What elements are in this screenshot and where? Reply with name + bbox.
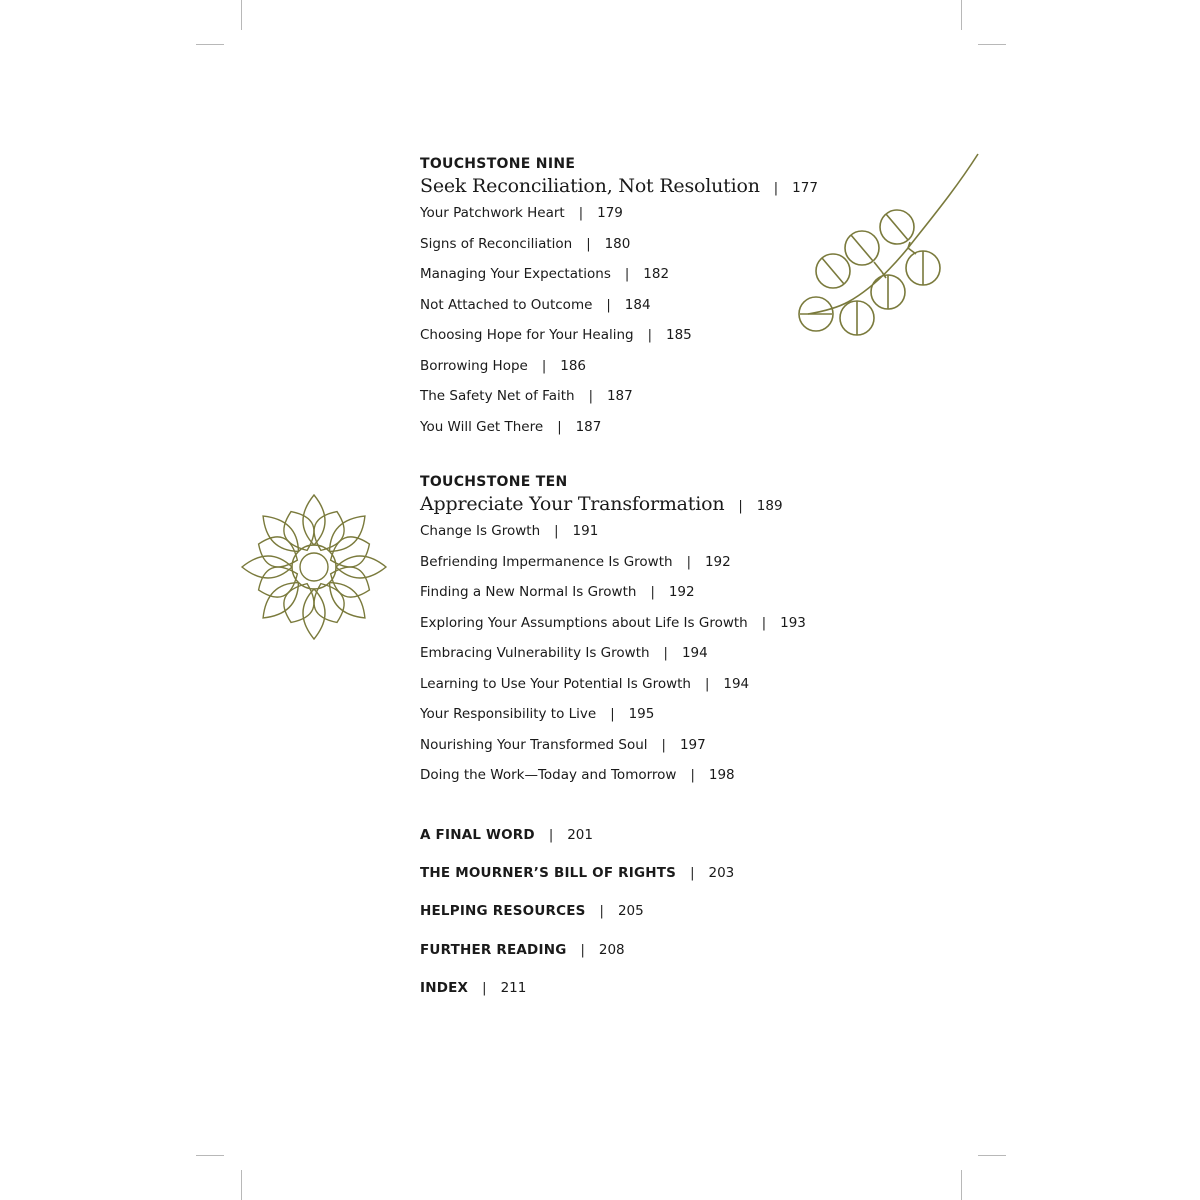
back-matter-entry[interactable] xyxy=(420,903,734,941)
separator: | xyxy=(686,554,691,570)
crop-mark-top-left xyxy=(241,0,242,30)
section-eyebrow: TOUCHSTONE TEN xyxy=(420,474,568,490)
entry-label: You Will Get There xyxy=(420,418,544,435)
separator: | xyxy=(578,206,584,221)
separator: | xyxy=(557,419,562,435)
separator: | xyxy=(606,297,611,313)
separator: | xyxy=(690,866,695,882)
separator: | xyxy=(704,676,710,692)
entry-label: Change Is Growth xyxy=(420,523,541,539)
page-number: 193 xyxy=(780,614,806,631)
separator: | xyxy=(647,328,652,343)
toc-entry[interactable] xyxy=(420,645,806,676)
section-eyebrow: TOUCHSTONE NINE xyxy=(420,156,576,172)
page-number: 194 xyxy=(681,645,708,661)
entry-label: Learning to Use Your Potential Is Growth xyxy=(420,675,691,692)
entry-label: Managing Your Expectations xyxy=(420,266,611,282)
toc-entry[interactable] xyxy=(420,205,818,236)
page-number: 186 xyxy=(560,357,587,374)
back-matter-section xyxy=(420,827,734,1018)
page-number: 185 xyxy=(666,327,692,343)
page-number: 189 xyxy=(756,498,783,514)
crop-mark-left-top xyxy=(196,44,224,45)
page-number: 205 xyxy=(617,903,644,920)
separator: | xyxy=(661,737,666,753)
entry-label: Finding a New Normal Is Growth xyxy=(420,584,637,600)
toc-entry[interactable] xyxy=(420,266,818,297)
page-number: 177 xyxy=(792,180,818,196)
separator: | xyxy=(650,585,655,600)
entry-label: Borrowing Hope xyxy=(420,357,528,374)
separator: | xyxy=(663,646,668,661)
entry-label: INDEX xyxy=(420,979,469,996)
toc-entry[interactable] xyxy=(420,676,806,707)
page-number: 195 xyxy=(628,706,655,722)
separator: | xyxy=(588,389,593,404)
chapter-title[interactable]: Appreciate Your Transformation xyxy=(420,493,725,515)
chapter-title-row[interactable] xyxy=(420,493,806,515)
back-matter-entry[interactable] xyxy=(420,827,734,865)
chapter-title-row[interactable] xyxy=(420,175,818,197)
toc-entry[interactable] xyxy=(420,327,818,358)
toc-entry[interactable] xyxy=(420,554,806,585)
separator: | xyxy=(599,904,604,920)
touchstone-ten-section xyxy=(420,473,806,798)
back-matter-entry[interactable] xyxy=(420,865,734,903)
toc-entry[interactable] xyxy=(420,236,818,267)
page-number: 194 xyxy=(723,675,750,692)
separator: | xyxy=(541,358,547,374)
entry-label: A FINAL WORD xyxy=(420,827,535,843)
toc-entry[interactable] xyxy=(420,523,806,554)
separator: | xyxy=(482,980,487,996)
toc-entry[interactable] xyxy=(420,615,806,646)
entry-label: THE MOURNER’S BILL OF RIGHTS xyxy=(420,865,677,882)
entry-label: Your Responsibility to Live xyxy=(420,706,597,722)
crop-mark-right-bottom xyxy=(978,1155,1006,1156)
separator: | xyxy=(773,181,779,196)
entry-label: HELPING RESOURCES xyxy=(420,903,586,920)
page-number: 197 xyxy=(679,736,706,753)
back-matter-entry[interactable] xyxy=(420,980,734,1018)
crop-mark-right-top xyxy=(978,44,1006,45)
separator: | xyxy=(548,828,554,843)
entry-label: Embracing Vulnerability Is Growth xyxy=(420,645,650,661)
toc-entry[interactable] xyxy=(420,297,818,328)
back-matter-entry[interactable] xyxy=(420,942,734,980)
separator: | xyxy=(610,707,615,722)
chapter-title[interactable]: Seek Reconciliation, Not Resolution xyxy=(420,175,760,197)
entry-label: Befriending Impermanence Is Growth xyxy=(420,553,673,570)
entry-label: Exploring Your Assumptions about Life Is Growth xyxy=(420,614,748,631)
page-number: 179 xyxy=(597,205,623,221)
entry-list xyxy=(420,205,818,449)
page-number: 191 xyxy=(572,523,599,539)
entry-label: Not Attached to Outcome xyxy=(420,296,593,313)
olive-leaf-branch-icon xyxy=(790,150,985,340)
crop-mark-bottom-left xyxy=(241,1170,242,1200)
page-number: 184 xyxy=(624,296,651,313)
entry-label: FURTHER READING xyxy=(420,941,567,958)
entry-label: Your Patchwork Heart xyxy=(420,205,565,221)
entry-label: Choosing Hope for Your Healing xyxy=(420,327,634,343)
page-number: 192 xyxy=(704,553,731,570)
page-number: 180 xyxy=(604,235,631,252)
entry-label: Signs of Reconciliation xyxy=(420,235,573,252)
page-number: 208 xyxy=(598,941,625,958)
page-number: 192 xyxy=(668,584,695,600)
separator: | xyxy=(761,615,767,631)
page-number: 187 xyxy=(606,388,633,404)
page-number: 203 xyxy=(708,865,735,882)
crop-mark-bottom-right xyxy=(961,1170,962,1200)
separator: | xyxy=(738,499,743,514)
touchstone-nine-section xyxy=(420,155,818,449)
entry-label: Doing the Work—Today and Tomorrow xyxy=(420,767,677,783)
toc-entry[interactable] xyxy=(420,388,818,419)
crop-mark-top-right xyxy=(961,0,962,30)
toc-entry[interactable] xyxy=(420,737,806,768)
toc-entry[interactable] xyxy=(420,706,806,737)
page-number: 211 xyxy=(500,979,527,996)
separator: | xyxy=(580,942,585,958)
toc-entry[interactable] xyxy=(420,419,818,450)
lotus-mandala-icon xyxy=(236,490,392,644)
entry-label: The Safety Net of Faith xyxy=(420,388,575,404)
entry-label: Nourishing Your Transformed Soul xyxy=(420,736,648,753)
page-number: 198 xyxy=(708,767,735,783)
page-number: 187 xyxy=(575,418,602,435)
separator: | xyxy=(624,267,630,282)
crop-mark-left-bottom xyxy=(196,1155,224,1156)
toc-entry[interactable] xyxy=(420,767,806,798)
separator: | xyxy=(690,768,695,783)
page-number: 201 xyxy=(567,827,593,843)
toc-entry[interactable] xyxy=(420,584,806,615)
entry-list xyxy=(420,523,806,798)
page-number: 182 xyxy=(643,266,670,282)
separator: | xyxy=(554,524,559,539)
toc-entry[interactable] xyxy=(420,358,818,389)
separator: | xyxy=(586,236,591,252)
